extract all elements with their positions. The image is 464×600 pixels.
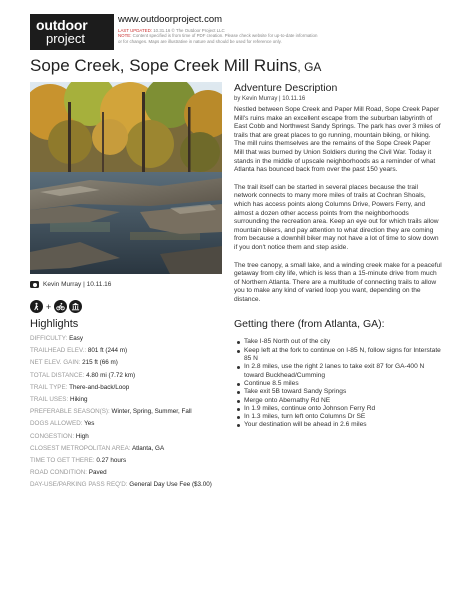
highlight-value: 4.80 mi (7.72 km) — [86, 371, 136, 379]
highlight-value: 215 ft (66 m) — [82, 359, 118, 367]
highlight-value: Paved — [88, 469, 107, 477]
site-url[interactable]: www.outdoorproject.com — [118, 14, 223, 25]
direction-step: Your destination will be ahead in 2.6 miles — [244, 421, 442, 429]
highlight-value: 0.27 hours — [96, 457, 127, 465]
page-title — [30, 56, 321, 76]
highlight-key: CLOSEST METROPOLITAN AREA: — [30, 444, 131, 452]
highlight-value: Hiking — [70, 396, 88, 404]
highlights-title: Highlights — [30, 318, 79, 330]
direction-step: Take I-85 North out of the city — [244, 338, 442, 346]
highlight-row — [30, 345, 230, 357]
highlight-row — [30, 382, 230, 394]
highlight-key: CONGESTION: — [30, 432, 75, 440]
highlight-row — [30, 357, 230, 369]
highlight-row — [30, 455, 230, 467]
trail-photo — [30, 82, 222, 274]
highlight-key: TRAIL TYPE: — [30, 383, 68, 391]
highlight-key: NET ELEV. GAIN: — [30, 359, 81, 367]
activity-icons — [30, 300, 82, 313]
highlight-key: TRAIL USES: — [30, 396, 69, 404]
direction-step: In 2.8 miles, use the right 2 lanes to take exit 87 for GA-400 N toward Buckhead/Cumming — [244, 363, 442, 380]
getting-there-title: Getting there (from Atlanta, GA): — [234, 318, 385, 331]
author-byline: by Kevin Murray | 10.11.16 — [234, 96, 306, 102]
highlight-value: High — [75, 432, 89, 440]
activity-separator: + — [46, 301, 52, 312]
direction-step: Merge onto Abernathy Rd NE — [244, 397, 442, 405]
highlight-row — [30, 443, 230, 455]
highlight-value: Atlanta, GA — [131, 444, 165, 452]
description-column — [234, 82, 442, 430]
highlight-row — [30, 479, 230, 491]
disclaimer — [118, 28, 318, 44]
highlight-key: TRAILHEAD ELEV.: — [30, 347, 87, 355]
description-paragraph: Nestled between Sope Creek and Paper Mill Road, Sope Creek Paper Mill's ruins make an excellent escape from the suburban labyrinth of East Cobb and Northwest Sandy Springs. The park has over 3 miles of trails that are great places to go running, mountain biking, or hiking. The mill ruins themselves are the remains of the Sope Creek Paper Mill that was burned by Union Soldiers during the Civil War. Today it stands in the middle of upscale neighborhoods as a reminder of what Atlanta has bounced back from over the past 150 years. — [234, 106, 441, 174]
directions-list — [234, 338, 442, 429]
direction-step: In 1.3 miles, turn left onto Columns Dr SE — [244, 413, 442, 421]
direction-step: Keep left at the fork to continue on I-85 N, follow signs for Interstate 85 N — [244, 346, 441, 363]
creek-photo-illustration — [30, 82, 222, 274]
highlight-row — [30, 333, 230, 345]
highlight-key: PREFERABLE SEASON(S): — [30, 408, 110, 416]
highlight-key: DIFFICULTY: — [30, 335, 68, 342]
adventure-description-title: Adventure Description — [234, 82, 338, 94]
photo-credit-text: Kevin Murray | 10.11.16 — [43, 281, 112, 288]
highlight-value: 801 ft (244 m) — [87, 347, 128, 355]
highlight-value: Easy — [69, 335, 84, 342]
last-updated-value: 10.31.16 © The Outdoor Project LLC — [153, 28, 225, 33]
last-updated-label: LAST UPDATED: — [118, 28, 152, 33]
highlight-value: General Day Use Fee ($3.00) — [129, 481, 212, 489]
note-label: NOTE: — [118, 33, 132, 39]
highlight-row — [30, 418, 230, 430]
highlights-list — [30, 333, 230, 492]
highlight-key: DOGS ALLOWED: — [30, 420, 83, 428]
title-main: Sope Creek, Sope Creek Mill Ruins — [30, 56, 298, 75]
highlight-key: TIME TO GET THERE: — [30, 457, 95, 465]
highlight-key: TOTAL DISTANCE: — [30, 371, 85, 379]
logo-line2: project — [46, 31, 86, 46]
outdoor-project-logo[interactable] — [30, 14, 114, 50]
highlight-row — [30, 431, 230, 443]
highlight-key: DAY-USE/PARKING PASS REQ'D: — [30, 481, 128, 489]
camera-icon — [30, 281, 39, 288]
direction-step: Take exit 5B toward Sandy Springs — [244, 388, 442, 396]
highlight-value: Winter, Spring, Summer, Fall — [111, 408, 192, 416]
mountain-biking-icon — [54, 300, 67, 313]
highlight-value: Yes — [84, 420, 95, 428]
note-text: Content specified is from time of PDF creation. Please check website for up-to-date information or for changes. Maps are illustrative in nature and should be used for reference only. — [118, 33, 318, 44]
highlight-row — [30, 370, 230, 382]
highlight-row — [30, 394, 230, 406]
highlight-value: There-and-back/Loop — [69, 383, 130, 391]
direction-step: Continue 8.5 miles — [244, 380, 442, 388]
title-state: , GA — [297, 60, 322, 74]
highlight-row — [30, 467, 230, 479]
description-paragraph: The tree canopy, a small lake, and a winding creek make for a peaceful getaway from city life, which is less than a 15-minute drive from much of Northern Atlanta. There are a multitude of connecting trails to allow you to make any kind of varied loop you want, depending on the distance. — [234, 261, 442, 303]
highlight-key: ROAD CONDITION: — [30, 469, 88, 477]
page-header — [30, 14, 440, 50]
highlight-row — [30, 406, 230, 418]
description-paragraph: The trail itself can be started in several places because the trail network connects to many more miles of trails at Cochran Shoals, which has access points along Columns Drive, Powers Ferry, and almost a dozen other access points from the neighborhoods surrounding the recreation area. Keep an eye out for which trails allow mountain bikers, and pay attention to what direction they are coming from because a downhill biker may not have a lot of time to slow down if you don't notice them and step aside. — [234, 183, 439, 251]
historic-site-icon — [69, 300, 82, 313]
logo-line1: outdoor — [36, 17, 88, 33]
photo-credit — [30, 281, 111, 288]
hiking-icon — [30, 300, 43, 313]
direction-step: In 1.9 miles, continue onto Johnson Ferry Rd — [244, 405, 442, 413]
